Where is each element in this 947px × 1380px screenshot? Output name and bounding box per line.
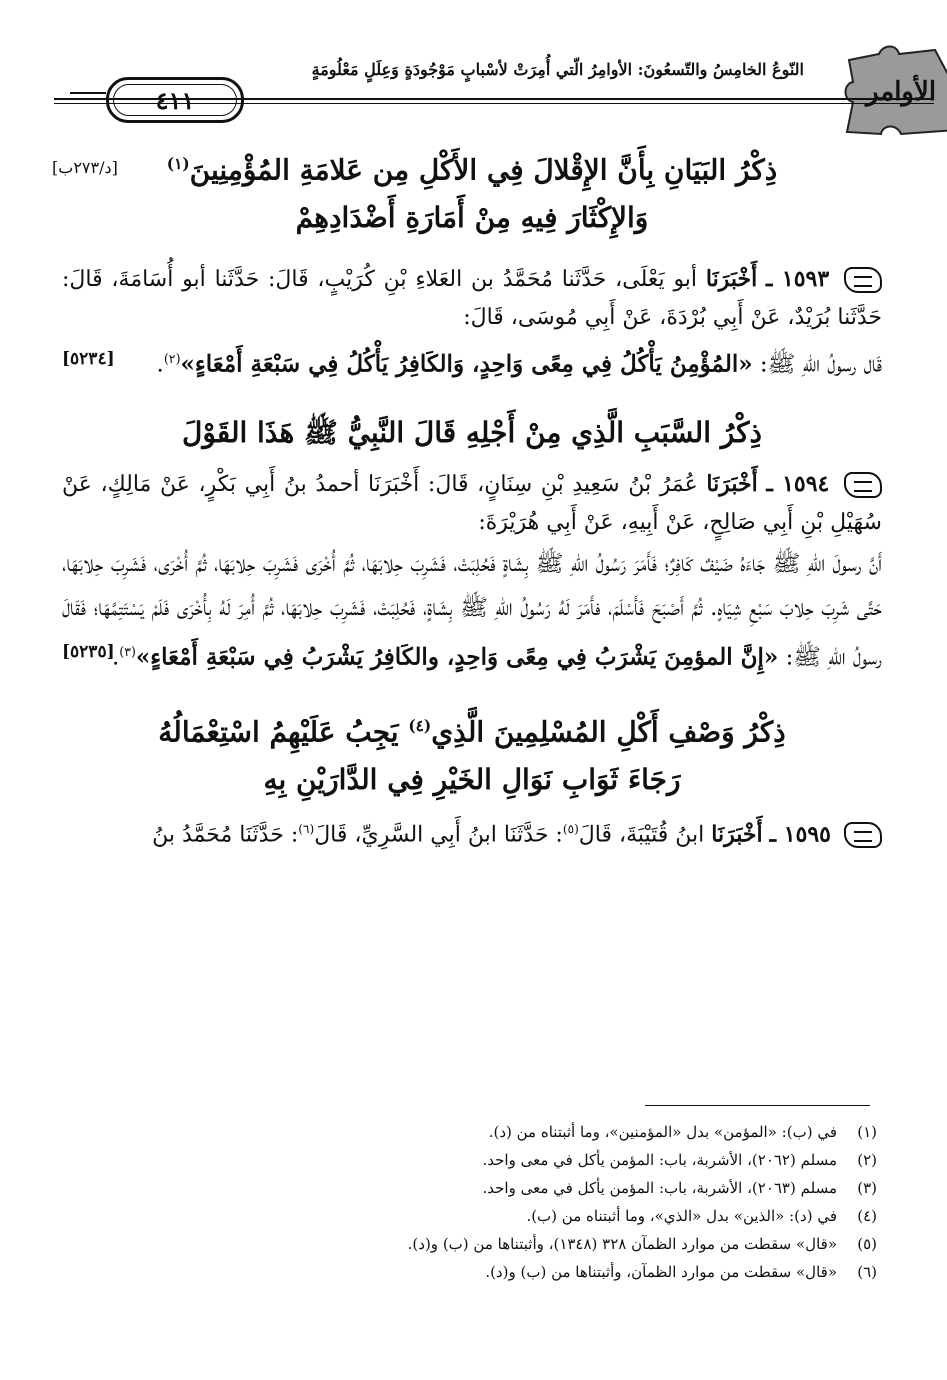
footnote-number: (٥)	[857, 1235, 877, 1253]
footnote-number: (٦)	[857, 1263, 877, 1281]
matn-text: أَنَّ رسولَ اللهِ ﷺ جَاءَهُ ضَيْفٌ كَافِرٌ؛ فَأَمَرَ رَسُولُ اللهِ ﷺ بِشَاةٍ فَحُلِبَتْ، فَشَرِبَ حِلابَهَا، ثُمَّ أُخْرَى فَشَرِبَ حِلابَهَا، ثُمَّ أُخْرَى، فَشَرِبَ حِلابَهَا، حَتَّى شَرِبَ حِلابَ سَبْعِ شِيَاهٍ. ثُمَّ أَصْبَحَ فَأَسْلَمَ، فأَمَرَ لَهُ رَسُولُ اللهِ ﷺ بِشَاةٍ، فَحُلِبَتْ، فَشَرِبَ حِلابَهَا، ثُمَّ أُمِرَ لَهُ بِأُخْرَى فَلَمْ يَسْتَتِمَّهَا؛ فَقَالَ رسولُ اللهِ ﷺ:	[62, 550, 882, 671]
hadith-akhbarana: أَخْبَرَنَا	[705, 266, 758, 293]
hadith-isnad	[62, 260, 882, 337]
hadith-akhbarana: أَخْبَرَنَا	[706, 470, 758, 497]
hadith-number: ١٥٩٥ ـ	[769, 821, 831, 848]
isnad-text: ابنُ قُتَيْبَةَ، قَالَ	[578, 822, 705, 848]
footnote-text: «قال» سقطت من موارد الظمآن ٣٢٨ (١٣٤٨)، وأثبتناها من (ب) و(د).	[407, 1235, 837, 1253]
footnote-separator	[645, 1105, 870, 1106]
heading-line: ذِكْرُ وَصْفِ أَكْلِ المُسْلِمِينَ الَّذِي	[431, 714, 786, 748]
footnote	[62, 1258, 877, 1286]
hadith-marker-icon	[844, 822, 882, 848]
footnote	[62, 1146, 877, 1174]
isnad-text: عُمَرُ بْنُ سَعِيدِ بْنِ سِنَانٍ، قَالَ: أَخْبَرَنَا أحمدُ بنُ أَبِي بَكْرٍ، عَنْ مَالِكٍ، عَنْ سُهَيْلِ بْنِ أَبِي صَالِحٍ، عَنْ أَبِيهِ، عَنْ أَبِي هُرَيْرَةَ:	[62, 471, 882, 535]
page-body	[52, 140, 882, 854]
page-number: ٤١١	[113, 84, 237, 116]
isnad-text: : حَدَّثَنَا ابنُ أَبِي السَّرِيِّ، قَالَ	[314, 822, 563, 848]
reference-code: [٥٢٣٤]	[62, 348, 115, 369]
footnote-ref: (٣)	[119, 643, 136, 659]
hadith-marker-icon	[844, 472, 882, 498]
section-heading	[62, 702, 882, 804]
footnote-ref: (١)	[166, 155, 190, 173]
isnad-text: أبو يَعْلَى، حَدَّثَنا مُحَمَّدُ بن العَلاءِ بْنِ كُرَيْبٍ، قَالَ: حَدَّثَنا أبو أُسَامَةَ، قَالَ: حَدَّثَنا بُرَيْدٌ، عَنْ أَبِي بُرْدَةَ، عَنْ أَبِي مُوسَى، قَالَ:	[62, 267, 882, 331]
isnad-text: : حَدَّثَنَا مُحَمَّدُ بنُ	[152, 822, 299, 848]
hadith-number: ١٥٩٤ ـ	[766, 470, 830, 497]
puzzle-piece-logo	[839, 42, 947, 138]
footnotes	[62, 1118, 877, 1286]
footnote-ref: (٤)	[408, 716, 432, 735]
section-heading	[52, 140, 882, 242]
hadith-akhbarana: أَخْبَرَنَا	[711, 821, 763, 848]
footnote-ref: (٦)	[298, 821, 315, 836]
hadith-isnad	[62, 465, 882, 542]
header-rule-left-2	[70, 98, 106, 100]
heading-line: ذِكْرُ السَّبَبِ الَّذِي مِنْ أَجْلِهِ قَالَ النَّبِيُّ ﷺ هَذَا القَوْلَ	[182, 415, 762, 449]
matn-quote: «المُؤْمِنُ يَأْكُلُ فِي مِعًى وَاحِدٍ، وَالكَافِرُ يَأْكُلُ فِي سَبْعَةِ أَمْعَاءٍ»	[180, 350, 753, 378]
footnote-text: مسلم (٢٠٦٣)، الأشربة، باب: المؤمن يأكل في معى واحد.	[482, 1179, 837, 1197]
heading-line-tail: يَجِبُ عَلَيْهِمُ اسْتِعْمَالُهُ	[158, 714, 399, 748]
hadith-matn: قَال رسولُ اللهِ ﷺ: «المُؤْمِنُ يَأْكُلُ فِي مِعًى وَاحِدٍ، وَالكَافِرُ يَأْكُلُ فِي سَبْعَةِ أَمْعَاءٍ»$^{(٢)}$. [٥٢٣٤]	[62, 337, 882, 387]
footnote-text: «قال» سقطت من موارد الظمآن، وأثبتناها من (ب) و(د).	[485, 1263, 837, 1281]
footnote-text: في (د): «الذين» بدل «الذي»، وما أثبتناه من (ب).	[526, 1207, 837, 1225]
page-number-frame	[106, 77, 244, 123]
footnote-number: (٤)	[857, 1207, 877, 1225]
hadith-isnad	[62, 810, 882, 854]
footnote	[62, 1118, 877, 1146]
footnote	[62, 1230, 877, 1258]
heading-line: ذِكْرُ البَيَانِ بِأَنَّ الإِقْلالَ فِي الأَكْلِ مِن عَلامَةِ المُؤْمِنِينَ	[189, 153, 778, 187]
heading-line: وَالإِكْثَارَ فِيهِ مِنْ أَمَارَةِ أَضْدَادِهِمْ	[295, 201, 649, 235]
logo-text: الأوامر	[865, 77, 937, 107]
header-rule-left	[70, 92, 106, 94]
footnote-text: مسلم (٢٠٦٢)، الأشربة، باب: المؤمن يأكل في معى واحد.	[482, 1151, 837, 1169]
matn-text: قَال رسولُ اللهِ ﷺ:	[759, 351, 882, 378]
hadith-matn: أَنَّ رسولَ اللهِ ﷺ جَاءَهُ ضَيْفٌ كَافِرٌ؛ فَأَمَرَ رَسُولُ اللهِ ﷺ بِشَاةٍ فَحُلِبَتْ، فَشَرِبَ حِلابَهَا، ثُمَّ أُخْرَى فَشَرِبَ حِلابَهَا، ثُمَّ أُخْرَى، فَشَرِبَ حِلابَهَا، حَتَّى شَرِبَ حِلابَ سَبْعِ شِيَاهٍ. ثُمَّ أَصْبَحَ فَأَسْلَمَ، فأَمَرَ لَهُ رَسُولُ اللهِ ﷺ بِشَاةٍ، فَحُلِبَتْ، فَشَرِبَ حِلابَهَا، ثُمَّ أُمِرَ لَهُ بِأُخْرَى فَلَمْ يَسْتَتِمَّهَا؛ فَقَالَ رسولُ اللهِ ﷺ: «إِنَّ المؤمِنَ يَشْرَبُ فِي مِعًى وَاحِدٍ، والكَافِرُ يَشْرَبُ فِي سَبْعَةِ أَمْعَاءٍ»$^{(٣)}$. [٥٢٣٥]	[62, 542, 882, 680]
hadith-marker-icon	[844, 267, 882, 293]
footnote-ref: (٢)	[163, 351, 181, 367]
page-header	[54, 22, 937, 122]
footnote	[62, 1174, 877, 1202]
manuscript-citation: [د/٢٧٣ب]	[52, 158, 118, 177]
section-heading	[62, 409, 882, 457]
footnote-text: في (ب): «المؤمن» بدل «المؤمنين»، وما أثبتناه من (د).	[488, 1123, 837, 1141]
heading-line: رَجَاءَ ثَوَابِ نَوَالِ الخَيْرِ فِي الدَّارَيْنِ بِهِ	[263, 762, 681, 796]
matn-quote: «إِنَّ المؤمِنَ يَشْرَبُ فِي مِعًى وَاحِدٍ، والكَافِرُ يَشْرَبُ فِي سَبْعَةِ أَمْعَاءٍ»	[135, 643, 779, 671]
footnote-number: (١)	[857, 1123, 877, 1141]
footnote-ref: (٥)	[562, 821, 579, 836]
reference-code: [٥٢٣٥]	[62, 641, 115, 662]
footnote-number: (٣)	[857, 1179, 877, 1197]
running-title: النّوعُ الخامِسُ والتّسعُونَ: الأوامِرُ الّتي أُمِرَتْ لأسْبابٍ مَوْجُودَةٍ وَعِلَلٍ مَعْلُومَةٍ	[311, 60, 804, 79]
footnote-number: (٢)	[857, 1151, 877, 1169]
hadith-number: ١٥٩٣ ـ	[766, 266, 830, 293]
footnote	[62, 1202, 877, 1230]
